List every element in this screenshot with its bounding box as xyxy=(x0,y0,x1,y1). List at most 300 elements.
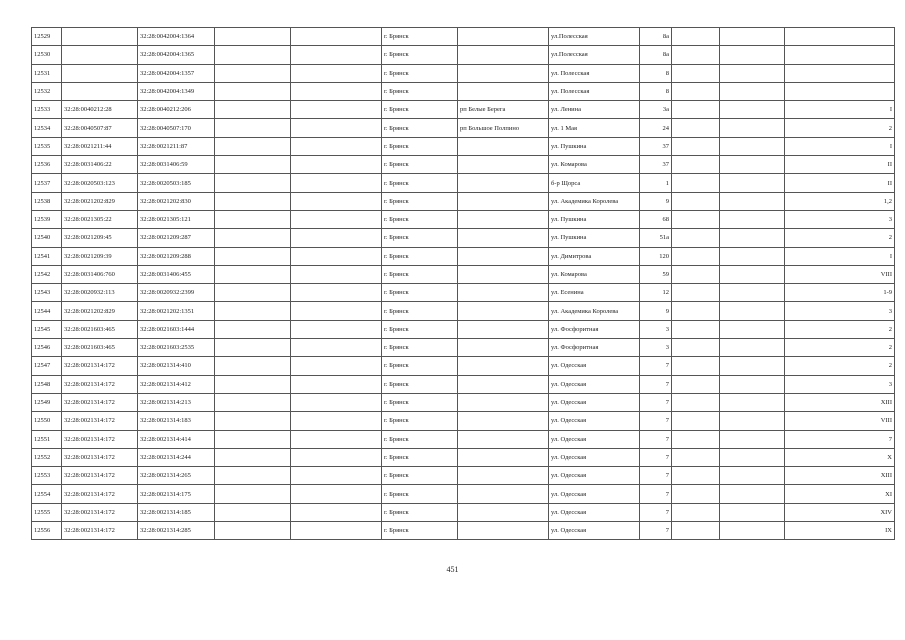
cell-cell-11 xyxy=(720,247,785,265)
cell-object-number: 32:28:0042004:1349 xyxy=(138,82,215,100)
cell-premises-number: 2 xyxy=(785,119,895,137)
cell-city: г. Брянск xyxy=(382,229,458,247)
cell-cell-11 xyxy=(720,210,785,228)
cell-house-number: 7 xyxy=(640,503,672,521)
cell-premises-number xyxy=(785,82,895,100)
cell-house-number: 7 xyxy=(640,430,672,448)
cell-object-number: 32:28:0021314:175 xyxy=(138,485,215,503)
cell-object-number: 32:28:0021314:185 xyxy=(138,503,215,521)
cell-house-number: 9 xyxy=(640,192,672,210)
cell-cell-4 xyxy=(215,375,291,393)
cell-street: ул. Комарова xyxy=(549,265,640,283)
cell-house-number: 7 xyxy=(640,412,672,430)
cell-street: ул. Одесская xyxy=(549,430,640,448)
cell-row-number: 12545 xyxy=(32,320,62,338)
cell-cell-10 xyxy=(672,393,720,411)
cell-settlement xyxy=(458,229,549,247)
cell-settlement xyxy=(458,339,549,357)
table-row xyxy=(32,357,895,375)
table-row xyxy=(32,522,895,540)
cell-cell-5 xyxy=(291,522,382,540)
cell-cell-10 xyxy=(672,119,720,137)
cell-cell-10 xyxy=(672,46,720,64)
cell-street: ул. Ленина xyxy=(549,101,640,119)
cell-cell-5 xyxy=(291,339,382,357)
cell-cell-10 xyxy=(672,302,720,320)
cell-premises-number: XIII xyxy=(785,467,895,485)
table-row xyxy=(32,64,895,82)
cell-parcel-number: 32:28:0021314:172 xyxy=(62,485,138,503)
cell-cell-4 xyxy=(215,28,291,46)
table-row xyxy=(32,119,895,137)
cell-house-number: 8 xyxy=(640,82,672,100)
cell-cell-10 xyxy=(672,357,720,375)
table-row xyxy=(32,192,895,210)
table-row xyxy=(32,265,895,283)
cell-premises-number: X xyxy=(785,448,895,466)
cell-cell-11 xyxy=(720,284,785,302)
cell-cell-11 xyxy=(720,393,785,411)
cell-parcel-number: 32:28:0021314:172 xyxy=(62,393,138,411)
cell-settlement xyxy=(458,192,549,210)
cell-cell-4 xyxy=(215,357,291,375)
cell-parcel-number: 32:28:0021314:172 xyxy=(62,430,138,448)
cell-row-number: 12546 xyxy=(32,339,62,357)
cell-object-number: 32:28:0020503:185 xyxy=(138,174,215,192)
cell-street: ул. Есенина xyxy=(549,284,640,302)
cell-cell-11 xyxy=(720,137,785,155)
cell-object-number: 32:28:0021209:288 xyxy=(138,247,215,265)
cell-cell-11 xyxy=(720,302,785,320)
cell-premises-number: 2 xyxy=(785,229,895,247)
cell-settlement xyxy=(458,412,549,430)
cell-parcel-number: 32:28:0031406:22 xyxy=(62,156,138,174)
cell-cell-10 xyxy=(672,174,720,192)
cell-cell-5 xyxy=(291,357,382,375)
cell-cell-4 xyxy=(215,412,291,430)
cell-city: г. Брянск xyxy=(382,485,458,503)
cell-premises-number: II xyxy=(785,156,895,174)
cell-street: ул. Пушкина xyxy=(549,210,640,228)
table-row xyxy=(32,302,895,320)
table-row xyxy=(32,339,895,357)
cell-street: ул. Одесская xyxy=(549,522,640,540)
cell-settlement xyxy=(458,485,549,503)
cell-premises-number: 1,2 xyxy=(785,192,895,210)
cell-house-number: 8а xyxy=(640,46,672,64)
cell-house-number: 37 xyxy=(640,156,672,174)
cell-premises-number xyxy=(785,64,895,82)
cell-street: ул. Пушкина xyxy=(549,229,640,247)
cell-cell-10 xyxy=(672,192,720,210)
cell-city: г. Брянск xyxy=(382,28,458,46)
cell-cell-11 xyxy=(720,174,785,192)
cell-cell-5 xyxy=(291,430,382,448)
cell-object-number: 32:28:0021603:2535 xyxy=(138,339,215,357)
cell-cell-5 xyxy=(291,119,382,137)
cell-cell-10 xyxy=(672,64,720,82)
cell-row-number: 12552 xyxy=(32,448,62,466)
cell-premises-number: I xyxy=(785,247,895,265)
cell-city: г. Брянск xyxy=(382,210,458,228)
cell-house-number: 12 xyxy=(640,284,672,302)
cell-object-number: 32:28:0021314:414 xyxy=(138,430,215,448)
table-row xyxy=(32,101,895,119)
cell-premises-number: 7 xyxy=(785,430,895,448)
cell-cell-5 xyxy=(291,265,382,283)
cell-parcel-number: 32:28:0021603:465 xyxy=(62,339,138,357)
cell-cell-4 xyxy=(215,302,291,320)
cell-row-number: 12553 xyxy=(32,467,62,485)
table-row xyxy=(32,485,895,503)
cell-row-number: 12530 xyxy=(32,46,62,64)
cell-city: г. Брянск xyxy=(382,522,458,540)
cell-cell-11 xyxy=(720,357,785,375)
table-row xyxy=(32,82,895,100)
cell-object-number: 32:28:0021314:410 xyxy=(138,357,215,375)
cell-object-number: 32:28:0021314:244 xyxy=(138,448,215,466)
cell-house-number: 120 xyxy=(640,247,672,265)
cell-cell-11 xyxy=(720,82,785,100)
cell-object-number: 32:28:0042004:1357 xyxy=(138,64,215,82)
cell-parcel-number: 32:28:0021314:172 xyxy=(62,375,138,393)
cell-row-number: 12543 xyxy=(32,284,62,302)
cell-settlement xyxy=(458,357,549,375)
cell-settlement xyxy=(458,64,549,82)
cell-cell-11 xyxy=(720,192,785,210)
cell-settlement xyxy=(458,28,549,46)
cell-street: ул.Полесская xyxy=(549,46,640,64)
cell-house-number: 3а xyxy=(640,101,672,119)
cell-row-number: 12534 xyxy=(32,119,62,137)
cell-street: ул. Одесская xyxy=(549,503,640,521)
cell-city: г. Брянск xyxy=(382,156,458,174)
cell-city: г. Брянск xyxy=(382,320,458,338)
cell-row-number: 12538 xyxy=(32,192,62,210)
cell-settlement xyxy=(458,503,549,521)
cell-city: г. Брянск xyxy=(382,137,458,155)
cell-settlement xyxy=(458,393,549,411)
cell-cell-5 xyxy=(291,284,382,302)
cell-cell-4 xyxy=(215,485,291,503)
cell-settlement xyxy=(458,265,549,283)
cell-cell-4 xyxy=(215,82,291,100)
cell-house-number: 7 xyxy=(640,357,672,375)
cell-cell-11 xyxy=(720,412,785,430)
cell-street: б-р Щорса xyxy=(549,174,640,192)
cell-row-number: 12532 xyxy=(32,82,62,100)
cell-cell-10 xyxy=(672,101,720,119)
table-row xyxy=(32,412,895,430)
cell-cell-4 xyxy=(215,247,291,265)
cell-row-number: 12531 xyxy=(32,64,62,82)
cell-street: ул. Одесская xyxy=(549,375,640,393)
table-row xyxy=(32,393,895,411)
cell-premises-number: IX xyxy=(785,522,895,540)
cell-street: ул. Одесская xyxy=(549,485,640,503)
cell-city: г. Брянск xyxy=(382,393,458,411)
cell-object-number: 32:28:0021314:285 xyxy=(138,522,215,540)
cell-parcel-number xyxy=(62,64,138,82)
cell-premises-number: XIII xyxy=(785,393,895,411)
cell-parcel-number: 32:28:0021211:44 xyxy=(62,137,138,155)
cell-house-number: 9 xyxy=(640,302,672,320)
cell-cell-4 xyxy=(215,339,291,357)
cell-object-number: 32:28:0021314:183 xyxy=(138,412,215,430)
cell-settlement: рп Белые Берега xyxy=(458,101,549,119)
cell-row-number: 12550 xyxy=(32,412,62,430)
cell-cell-5 xyxy=(291,82,382,100)
cell-premises-number: I xyxy=(785,137,895,155)
cell-parcel-number: 32:28:0040507:87 xyxy=(62,119,138,137)
cell-cell-5 xyxy=(291,28,382,46)
cell-cell-11 xyxy=(720,430,785,448)
cell-parcel-number: 32:28:0021209:45 xyxy=(62,229,138,247)
cell-object-number: 32:28:0040507:170 xyxy=(138,119,215,137)
cell-object-number: 32:28:0021314:265 xyxy=(138,467,215,485)
table-row xyxy=(32,210,895,228)
cell-object-number: 32:28:0021603:1444 xyxy=(138,320,215,338)
cell-city: г. Брянск xyxy=(382,467,458,485)
cell-cell-5 xyxy=(291,485,382,503)
cell-cell-11 xyxy=(720,485,785,503)
cell-premises-number: VIII xyxy=(785,265,895,283)
cell-cell-4 xyxy=(215,174,291,192)
cell-city: г. Брянск xyxy=(382,192,458,210)
cell-cell-5 xyxy=(291,64,382,82)
cell-cell-4 xyxy=(215,265,291,283)
cell-row-number: 12548 xyxy=(32,375,62,393)
cell-house-number: 7 xyxy=(640,485,672,503)
cell-settlement xyxy=(458,522,549,540)
cell-cell-4 xyxy=(215,448,291,466)
cell-object-number: 32:28:0021305:121 xyxy=(138,210,215,228)
cell-street: ул. Пушкина xyxy=(549,137,640,155)
cell-city: г. Брянск xyxy=(382,101,458,119)
table-row xyxy=(32,430,895,448)
cell-cell-5 xyxy=(291,192,382,210)
cell-cell-10 xyxy=(672,448,720,466)
cell-city: г. Брянск xyxy=(382,174,458,192)
cell-city: г. Брянск xyxy=(382,265,458,283)
cell-cell-4 xyxy=(215,101,291,119)
cell-cell-5 xyxy=(291,137,382,155)
cell-row-number: 12536 xyxy=(32,156,62,174)
cell-premises-number: XIV xyxy=(785,503,895,521)
cell-row-number: 12529 xyxy=(32,28,62,46)
cell-house-number: 3 xyxy=(640,339,672,357)
cell-cell-11 xyxy=(720,28,785,46)
cell-row-number: 12533 xyxy=(32,101,62,119)
cell-cell-4 xyxy=(215,320,291,338)
cell-cell-10 xyxy=(672,320,720,338)
cell-parcel-number: 32:28:0021314:172 xyxy=(62,357,138,375)
cell-street: ул. Одесская xyxy=(549,393,640,411)
cell-street: ул. Академика Королева xyxy=(549,302,640,320)
cell-house-number: 51а xyxy=(640,229,672,247)
cell-cell-10 xyxy=(672,284,720,302)
cell-row-number: 12554 xyxy=(32,485,62,503)
cell-settlement xyxy=(458,156,549,174)
cell-house-number: 59 xyxy=(640,265,672,283)
cell-cell-5 xyxy=(291,375,382,393)
cell-cell-5 xyxy=(291,393,382,411)
cell-city: г. Брянск xyxy=(382,339,458,357)
cell-settlement xyxy=(458,375,549,393)
cell-cell-10 xyxy=(672,247,720,265)
cell-cell-10 xyxy=(672,412,720,430)
cell-object-number: 32:28:0020932:2399 xyxy=(138,284,215,302)
cell-cell-4 xyxy=(215,284,291,302)
cell-premises-number: 3 xyxy=(785,375,895,393)
table-row xyxy=(32,320,895,338)
cell-premises-number: XI xyxy=(785,485,895,503)
table-row xyxy=(32,247,895,265)
cell-cell-11 xyxy=(720,101,785,119)
cell-cell-5 xyxy=(291,302,382,320)
cell-cell-11 xyxy=(720,229,785,247)
cell-parcel-number xyxy=(62,46,138,64)
cell-parcel-number: 32:28:0020503:123 xyxy=(62,174,138,192)
cell-parcel-number xyxy=(62,28,138,46)
cell-object-number: 32:28:0042004:1365 xyxy=(138,46,215,64)
cell-object-number: 32:28:0031406:455 xyxy=(138,265,215,283)
cell-cell-10 xyxy=(672,82,720,100)
cell-cell-5 xyxy=(291,448,382,466)
cell-cell-10 xyxy=(672,522,720,540)
cell-cell-11 xyxy=(720,119,785,137)
cell-cell-4 xyxy=(215,393,291,411)
cell-street: ул. Фосфоритная xyxy=(549,320,640,338)
table-row xyxy=(32,229,895,247)
cell-premises-number xyxy=(785,28,895,46)
cell-row-number: 12551 xyxy=(32,430,62,448)
cell-parcel-number: 32:28:0021603:465 xyxy=(62,320,138,338)
cell-city: г. Брянск xyxy=(382,430,458,448)
cell-cell-11 xyxy=(720,375,785,393)
cell-house-number: 7 xyxy=(640,522,672,540)
cell-cell-4 xyxy=(215,46,291,64)
cell-street: ул. Комарова xyxy=(549,156,640,174)
cell-parcel-number: 32:28:0021305:22 xyxy=(62,210,138,228)
register-table xyxy=(31,27,895,540)
cell-cell-4 xyxy=(215,467,291,485)
cell-street: ул. Одесская xyxy=(549,357,640,375)
cell-cell-11 xyxy=(720,503,785,521)
cell-cell-4 xyxy=(215,137,291,155)
cell-parcel-number: 32:28:0021314:172 xyxy=(62,448,138,466)
cell-premises-number: 3 xyxy=(785,302,895,320)
cell-house-number: 7 xyxy=(640,375,672,393)
cell-parcel-number xyxy=(62,82,138,100)
table-row xyxy=(32,28,895,46)
cell-settlement xyxy=(458,210,549,228)
cell-object-number: 32:28:0021202:1351 xyxy=(138,302,215,320)
cell-parcel-number: 32:28:0021314:172 xyxy=(62,503,138,521)
cell-house-number: 3 xyxy=(640,320,672,338)
cell-row-number: 12535 xyxy=(32,137,62,155)
cell-cell-5 xyxy=(291,46,382,64)
cell-cell-4 xyxy=(215,119,291,137)
cell-cell-11 xyxy=(720,320,785,338)
cell-settlement: рп Большое Полпино xyxy=(458,119,549,137)
cell-row-number: 12542 xyxy=(32,265,62,283)
cell-city: г. Брянск xyxy=(382,375,458,393)
cell-street: ул. Димитрова xyxy=(549,247,640,265)
cell-parcel-number: 32:28:0021202:829 xyxy=(62,192,138,210)
cell-settlement xyxy=(458,430,549,448)
cell-settlement xyxy=(458,448,549,466)
cell-cell-4 xyxy=(215,192,291,210)
cell-house-number: 7 xyxy=(640,393,672,411)
table-row xyxy=(32,375,895,393)
cell-settlement xyxy=(458,467,549,485)
cell-city: г. Брянск xyxy=(382,247,458,265)
cell-city: г. Брянск xyxy=(382,82,458,100)
cell-cell-5 xyxy=(291,210,382,228)
cell-row-number: 12539 xyxy=(32,210,62,228)
cell-cell-5 xyxy=(291,412,382,430)
cell-cell-4 xyxy=(215,64,291,82)
cell-row-number: 12541 xyxy=(32,247,62,265)
cell-premises-number: II xyxy=(785,174,895,192)
cell-row-number: 12555 xyxy=(32,503,62,521)
cell-row-number: 12556 xyxy=(32,522,62,540)
cell-settlement xyxy=(458,137,549,155)
cell-row-number: 12549 xyxy=(32,393,62,411)
cell-cell-4 xyxy=(215,229,291,247)
cell-object-number: 32:28:0021314:412 xyxy=(138,375,215,393)
cell-object-number: 32:28:0021211:87 xyxy=(138,137,215,155)
cell-premises-number: 2 xyxy=(785,320,895,338)
cell-cell-5 xyxy=(291,247,382,265)
cell-city: г. Брянск xyxy=(382,64,458,82)
cell-cell-10 xyxy=(672,137,720,155)
cell-street: ул. Полесская xyxy=(549,64,640,82)
cell-street: ул. Академика Королева xyxy=(549,192,640,210)
cell-cell-5 xyxy=(291,503,382,521)
cell-premises-number: 3 xyxy=(785,210,895,228)
cell-row-number: 12537 xyxy=(32,174,62,192)
cell-cell-10 xyxy=(672,503,720,521)
cell-house-number: 7 xyxy=(640,448,672,466)
cell-cell-4 xyxy=(215,210,291,228)
cell-street: ул. Полесская xyxy=(549,82,640,100)
cell-city: г. Брянск xyxy=(382,284,458,302)
page-number: 451 xyxy=(446,565,459,574)
cell-cell-5 xyxy=(291,320,382,338)
cell-premises-number: 1-9 xyxy=(785,284,895,302)
cell-parcel-number: 32:28:0031406:760 xyxy=(62,265,138,283)
cell-cell-11 xyxy=(720,339,785,357)
cell-cell-11 xyxy=(720,448,785,466)
cell-object-number: 32:28:0021314:213 xyxy=(138,393,215,411)
cell-city: г. Брянск xyxy=(382,119,458,137)
table-row xyxy=(32,46,895,64)
cell-street: ул.Полесская xyxy=(549,28,640,46)
table-row xyxy=(32,503,895,521)
cell-parcel-number: 32:28:0021314:172 xyxy=(62,467,138,485)
cell-house-number: 1 xyxy=(640,174,672,192)
cell-cell-5 xyxy=(291,467,382,485)
cell-street: ул. Одесская xyxy=(549,467,640,485)
cell-cell-10 xyxy=(672,156,720,174)
table-row xyxy=(32,137,895,155)
cell-premises-number xyxy=(785,46,895,64)
cell-settlement xyxy=(458,247,549,265)
cell-settlement xyxy=(458,46,549,64)
cell-cell-4 xyxy=(215,503,291,521)
